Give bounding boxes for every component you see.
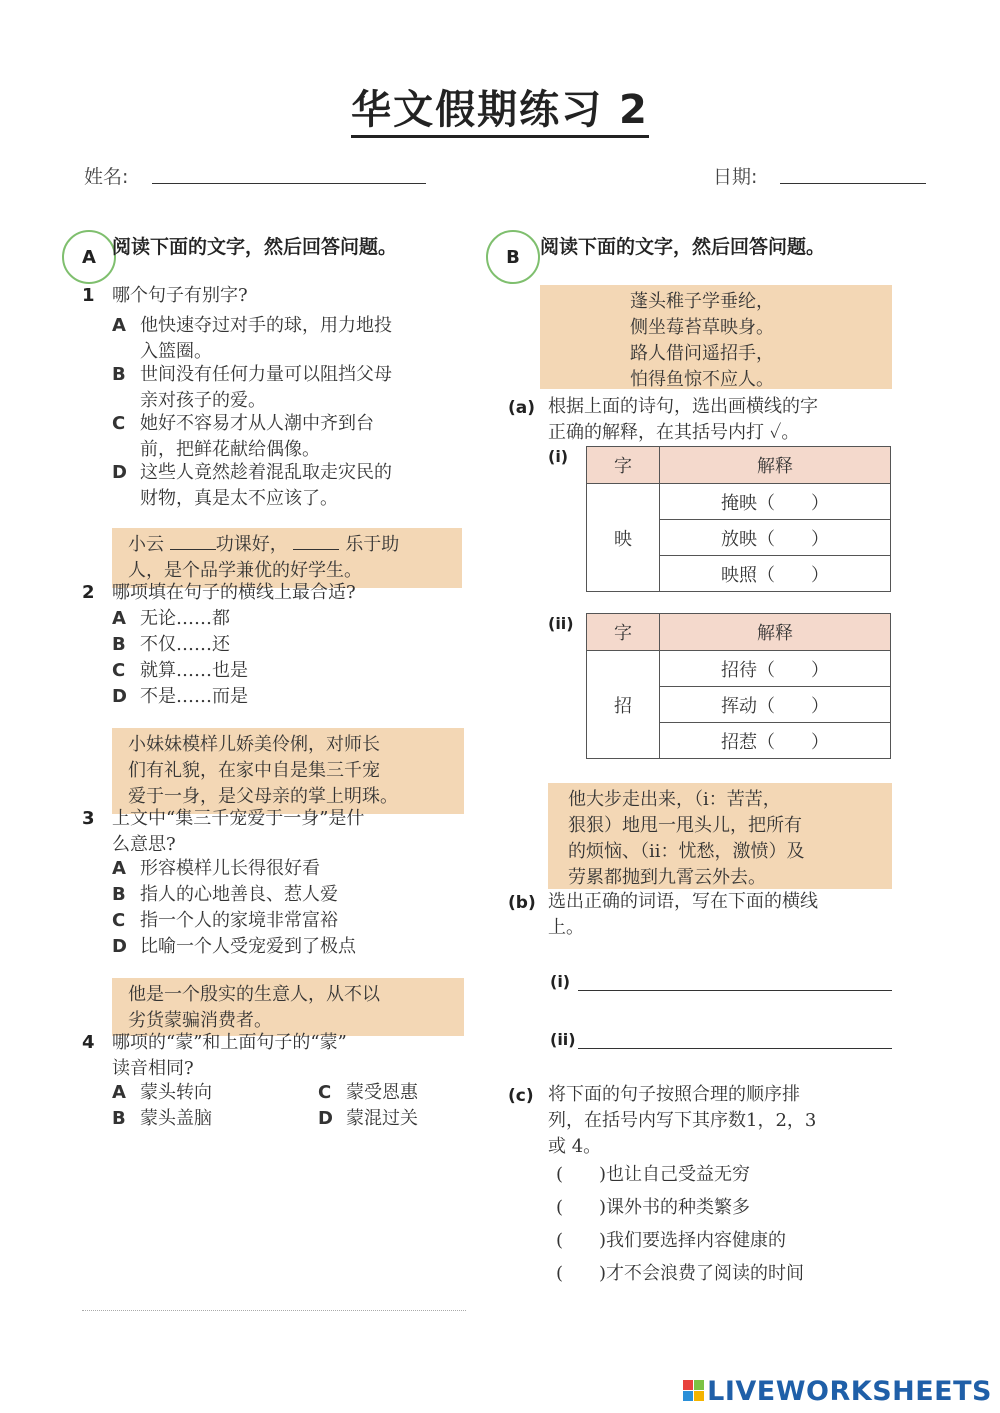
option-text: 她好不容易才从人潮中齐到台: [140, 413, 374, 434]
option-letter: B: [112, 364, 126, 385]
meaning-table-1: [586, 446, 891, 592]
liveworksheets-logo: [683, 1376, 992, 1407]
passage-text: 小云: [128, 534, 164, 555]
question-text: 上文中“集三千宠爱于一身”是什: [112, 808, 365, 829]
option-text: 比喻一个人受宠爱到了极点: [140, 936, 356, 957]
option-text: 蒙混过关: [346, 1108, 418, 1129]
q3-passage-box: [112, 728, 464, 814]
table-char: 招: [587, 651, 660, 759]
order-item[interactable]: ( )才不会浪费了阅读的时间: [556, 1263, 805, 1284]
q1-option-d[interactable]: [112, 460, 392, 512]
q3-number: 3: [82, 808, 95, 829]
q1-option-c[interactable]: [112, 411, 374, 463]
option-letter: D: [318, 1108, 333, 1129]
q4-option-b[interactable]: [112, 1106, 212, 1132]
passage-text: 爱于一身，是父母亲的掌上明珠。: [128, 786, 398, 807]
option-letter: D: [112, 462, 127, 483]
option-letter: B: [112, 634, 126, 655]
qb-passage-box: [548, 783, 892, 889]
q3-option-a[interactable]: [112, 856, 320, 882]
option-text: 前，把鲜花献给偶像。: [140, 439, 320, 460]
option-text: 蒙头盖脑: [140, 1108, 212, 1129]
option-text: 不是……而是: [140, 686, 248, 707]
option-text: 形容模样儿长得很好看: [140, 858, 320, 879]
q2-option-d[interactable]: [112, 684, 248, 710]
meaning-option[interactable]: 招待（ ）: [660, 651, 891, 687]
order-item[interactable]: ( )我们要选择内容健康的: [556, 1230, 787, 1251]
poem-line: 怕得鱼惊不应人。: [630, 369, 774, 390]
option-text: 亲对孩子的爱。: [140, 390, 266, 411]
passage-text: 他是一个殷实的生意人，从不以: [128, 984, 380, 1005]
question-text: 读音相同?: [112, 1058, 194, 1079]
option-text: 无论……都: [140, 608, 230, 629]
qb-label: (b): [508, 893, 536, 913]
option-text: 蒙头转向: [140, 1082, 212, 1103]
order-item[interactable]: ( )课外书的种类繁多: [556, 1197, 751, 1218]
fill-blank: [170, 533, 216, 550]
passage-text: 们有礼貌，在家中自是集三千宠: [128, 760, 380, 781]
name-field[interactable]: [152, 183, 426, 184]
option-text: 他快速夺过对手的球，用力地投: [140, 315, 392, 336]
q2-passage-box: [112, 528, 462, 588]
passage-text: 人，是个品学兼优的好学生。: [128, 560, 362, 581]
question-text: 列，在括号内写下其序数1，2，3: [548, 1110, 817, 1131]
logo-icon: [683, 1380, 705, 1402]
passage-text: 的烦恼、（ii：忧愁，激愤）及: [568, 841, 805, 862]
poem-line: 蓬头稚子学垂纶，: [630, 291, 774, 312]
meaning-option[interactable]: 映照（ ）: [660, 556, 891, 592]
q2-number: 2: [82, 582, 95, 603]
option-letter: B: [112, 1108, 126, 1129]
poem-box: [540, 285, 892, 389]
option-letter: C: [318, 1082, 332, 1103]
qa-table1-label: (i): [548, 447, 569, 466]
date-field[interactable]: [780, 183, 926, 184]
meaning-option[interactable]: 挥动（ ）: [660, 687, 891, 723]
q4-option-a[interactable]: [112, 1080, 212, 1106]
passage-text: 他大步走出来，（i：苦苦，: [568, 789, 781, 810]
question-text: 将下面的句子按照合理的顺序排: [548, 1084, 800, 1105]
order-item[interactable]: ( )也让自己受益无穷: [556, 1164, 751, 1185]
qb-question: [548, 889, 818, 941]
option-letter: A: [112, 1082, 126, 1103]
qa-label: (a): [508, 398, 536, 418]
qc-label: (c): [508, 1086, 534, 1106]
question-text: 上。: [548, 917, 584, 938]
section-b-badge: B: [486, 230, 540, 284]
option-text: 这些人竟然趁着混乱取走灾民的: [140, 462, 392, 483]
meaning-option[interactable]: 招惹（ ）: [660, 723, 891, 759]
qb-sub-i: (i): [550, 972, 571, 991]
q4-option-c[interactable]: [318, 1080, 418, 1106]
option-text: 指一个人的家境非常富裕: [140, 910, 338, 931]
fill-blank: [293, 533, 339, 550]
poem-line: 路人借问遥招手，: [630, 343, 774, 364]
option-text: 蒙受恩惠: [346, 1082, 418, 1103]
table-header-meaning: 解释: [660, 447, 891, 484]
q4-number: 4: [82, 1032, 95, 1053]
qb-sub-ii: (ii): [550, 1030, 576, 1049]
meaning-table-2: [586, 613, 891, 759]
qa-question: [548, 394, 818, 446]
q1-option-a[interactable]: [112, 313, 392, 365]
qa-table2-label: (ii): [548, 614, 574, 633]
option-text: 财物，真是太不应该了。: [140, 488, 338, 509]
option-letter: A: [112, 315, 126, 336]
passage-text: 功课好，: [215, 534, 288, 555]
q3-option-c[interactable]: [112, 908, 338, 934]
table-header-meaning: 解释: [660, 614, 891, 651]
option-letter: D: [112, 686, 127, 707]
date-label: 日期:: [713, 166, 758, 188]
name-label: 姓名:: [84, 166, 129, 188]
q3-option-b[interactable]: [112, 882, 338, 908]
poem-line: 侧坐莓苔草映身。: [630, 317, 774, 338]
option-text: 指人的心地善良、惹人爱: [140, 884, 338, 905]
q2-option-a[interactable]: [112, 606, 230, 632]
logo-text: LIVEWORKSHEETS: [707, 1376, 992, 1407]
passage-text: 小妹妹模样儿娇美伶俐，对师长: [128, 734, 380, 755]
answer-line-ii[interactable]: [578, 1048, 892, 1049]
q1-question: 哪个句子有别字?: [112, 285, 248, 306]
option-letter: C: [112, 413, 126, 434]
page-title: 华文假期练习 2: [0, 78, 1000, 135]
question-text: 根据上面的诗句，选出画横线的字: [548, 396, 818, 417]
q4-question: [112, 1030, 347, 1082]
divider: [82, 1310, 466, 1311]
answer-line-i[interactable]: [578, 990, 892, 991]
q4-passage-box: [112, 978, 464, 1036]
section-b-instruction: 阅读下面的文字，然后回答问题。: [540, 236, 826, 258]
table-char: 映: [587, 484, 660, 592]
qc-question: [548, 1082, 816, 1160]
meaning-option[interactable]: 放映（ ）: [660, 520, 891, 556]
question-text: 么意思?: [112, 834, 176, 855]
q2-option-b[interactable]: [112, 632, 230, 658]
meaning-option[interactable]: 掩映（ ）: [660, 484, 891, 520]
option-letter: B: [112, 884, 126, 905]
q4-option-d[interactable]: [318, 1106, 418, 1132]
question-text: 或 4。: [548, 1136, 602, 1157]
option-text: 入篮圈。: [140, 341, 212, 362]
option-letter: C: [112, 910, 126, 931]
passage-text: 劳累都抛到九霄云外去。: [568, 867, 766, 888]
option-letter: C: [112, 660, 126, 681]
table-header-char: 字: [587, 614, 660, 651]
q2-question: 哪项填在句子的横线上最合适?: [112, 582, 356, 603]
option-text: 就算……也是: [140, 660, 248, 681]
q2-option-c[interactable]: [112, 658, 248, 684]
option-letter: D: [112, 936, 127, 957]
q1-number: 1: [82, 285, 95, 306]
option-letter: A: [112, 608, 126, 629]
q3-option-d[interactable]: [112, 934, 356, 960]
question-text: 选出正确的词语，写在下面的横线: [548, 891, 818, 912]
q1-option-b[interactable]: [112, 362, 392, 414]
passage-text: 劣货蒙骗消费者。: [128, 1010, 272, 1031]
passage-text: 狠狠）地甩一甩头儿，把所有: [568, 815, 802, 836]
option-text: 不仅……还: [140, 634, 230, 655]
passage-text: 乐于助: [345, 534, 400, 555]
option-text: 世间没有任何力量可以阻挡父母: [140, 364, 392, 385]
question-text: 哪项的“蒙”和上面句子的“蒙”: [112, 1032, 347, 1053]
option-letter: A: [112, 858, 126, 879]
q3-question: [112, 806, 364, 858]
section-a-badge: A: [62, 230, 116, 284]
question-text: 正确的解释，在其括号内打 ✓。: [548, 422, 800, 443]
table-header-char: 字: [587, 447, 660, 484]
section-a-instruction: 阅读下面的文字，然后回答问题。: [112, 236, 398, 258]
